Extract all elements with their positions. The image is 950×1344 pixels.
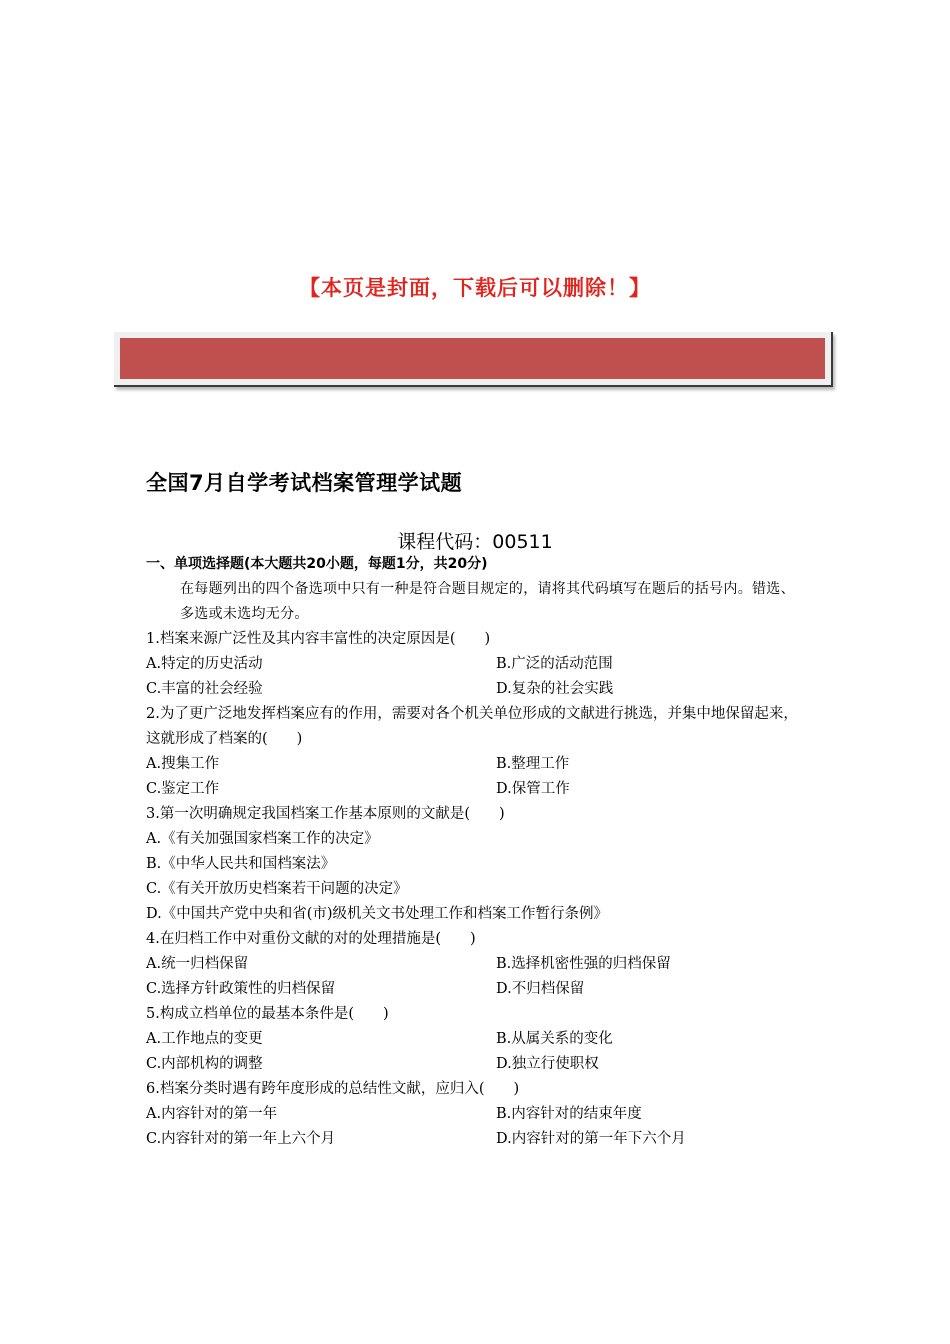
question-stem: 6.档案分类时遇有跨年度形成的总结性文献，应归入( ) [146, 1081, 520, 1097]
option-a: A.特定的历史活动 [146, 656, 263, 672]
option-row [146, 677, 806, 702]
option-b: B.从属关系的变化 [496, 1031, 613, 1047]
question-stem: 5.构成立档单位的最基本条件是( ) [146, 1006, 389, 1022]
option-a: A.统一归档保留 [146, 956, 249, 972]
option-d: D.独立行使职权 [496, 1056, 599, 1072]
option-row [146, 777, 806, 802]
option-row [146, 1027, 806, 1052]
section-heading: 一、单项选择题(本大题共20小题，每题1分，共20分) [146, 556, 488, 572]
option-row [146, 752, 806, 777]
option-d: D.保管工作 [496, 781, 570, 797]
option-b: B.选择机密性强的归档保留 [496, 956, 671, 972]
question-stem: 3.第一次明确规定我国档案工作基本原则的文献是( ) [146, 806, 505, 822]
option-c: C.选择方针政策性的归档保留 [146, 981, 336, 997]
course-code: 课程代码：00511 [397, 531, 553, 553]
question-stem: 2.为了更广泛地发挥档案应有的作用，需要对各个机关单位形成的文献进行挑选，并集中地保留起来，这就形成了档案的( ) [146, 706, 798, 747]
banner-bar [120, 338, 825, 379]
exam-content [146, 552, 806, 1152]
option-b: B.整理工作 [496, 756, 570, 772]
option-c: C.丰富的社会经验 [146, 681, 263, 697]
option-a: A.《有关加强国家档案工作的决定》 [146, 831, 379, 847]
option-d: D.复杂的社会实践 [496, 681, 614, 697]
section-instructions: 在每题列出的四个备选项中只有一种是符合题目规定的，请将其代码填写在题后的括号内。错选、多选或未选均无分。 [180, 581, 795, 622]
exam-title: 全国7月自学考试档案管理学试题 [146, 471, 463, 495]
option-row [146, 1127, 806, 1152]
option-c: C.内部机构的调整 [146, 1056, 263, 1072]
option-d: D.内容针对的第一年下六个月 [496, 1131, 686, 1147]
option-d: D.不归档保留 [496, 981, 585, 997]
option-b: B.《中华人民共和国档案法》 [146, 856, 336, 872]
option-b: B.广泛的活动范围 [496, 656, 613, 672]
option-b: B.内容针对的结束年度 [496, 1106, 642, 1122]
option-row [146, 652, 806, 677]
option-c: C.内容针对的第一年上六个月 [146, 1131, 336, 1147]
question-stem: 1.档案来源广泛性及其内容丰富性的决定原因是( ) [146, 631, 491, 647]
option-a: A.内容针对的第一年 [146, 1106, 278, 1122]
option-c: C.鉴定工作 [146, 781, 220, 797]
option-a: A.工作地点的变更 [146, 1031, 263, 1047]
cover-note: 【本页是封面，下载后可以删除！】 [299, 276, 651, 300]
option-d: D.《中国共产党中央和省(市)级机关文书处理工作和档案工作暂行条例》 [146, 906, 609, 922]
option-a: A.搜集工作 [146, 756, 220, 772]
question-stem: 4.在归档工作中对重份文献的对的处理措施是( ) [146, 931, 476, 947]
option-c: C.《有关开放历史档案若干问题的决定》 [146, 881, 408, 897]
option-row [146, 1052, 806, 1077]
option-row [146, 952, 806, 977]
option-row [146, 977, 806, 1002]
option-row [146, 1102, 806, 1127]
decorative-banner [114, 332, 833, 387]
